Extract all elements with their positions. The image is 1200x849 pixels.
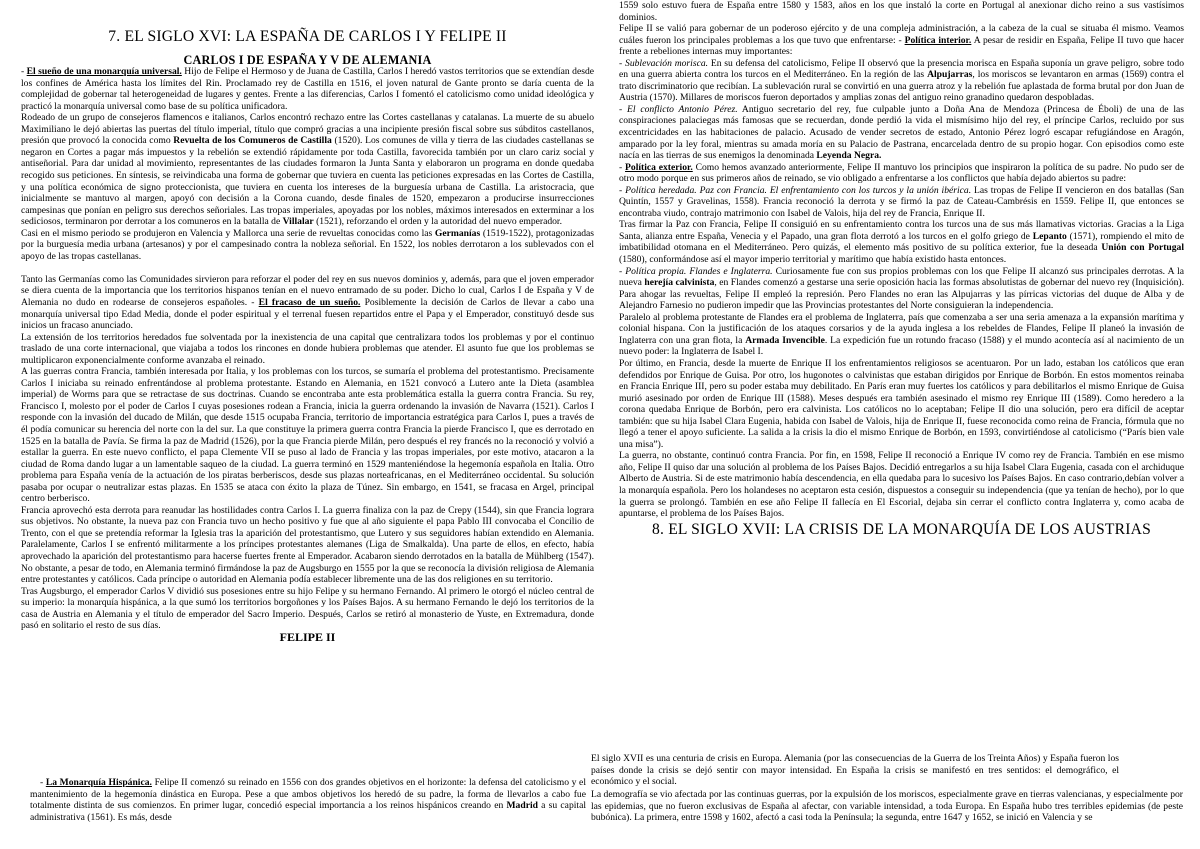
paragraph-germanias: Casi en el mismo periodo se produjeron en Valencia y Mallorca una serie de revueltas conocidas como las Germanías (1519-1522), protagonizadas por la burguesía media urbana (artesanos) y por el campesinado contra la nobleza señorial. En 1522, los nobles derrotaron a los sublevados con el apoyo de las tropas castellanas. [21, 227, 594, 262]
paragraph-france-religion: Por último, en Francia, desde la muerte de Enrique II los enfrentamientos religiosos se acentuaron. Por un lado, estaban los católicos que eran defendidos por Enrique de Guisa. Por otro, los hugonotes o calvinistas que estaban dirigidos por Enrique de Borbón. En estos momentos reinaba en Francia Enrique III, pero su poder estaba muy debilitado. En París eran muy fuertes los católicos y para debilitarlos el mismo Enrique de Guisa murió asesinado por orden de Enrique III (1588). Meses después era también asesinado el mismo rey Enrique III (1589). Como heredero a la corona quedaba Enrique de Borbón, pero era calvinista. Los católicos no lo aceptaban; Felipe II dio una solución, pero era difícil de aceptar también: que su hija Isabel Clara Eugenia, habida con Isabel de Valois, hija de Enrique II, fuese reconocida como reina de Francia, fórmula que no llegó a tener el apoyo suficiente. La salida a la crisis la dio el mismo Enrique de Borbón, en 1593, convirtiéndose al catolicismo (“París bien vale una misa”). [619, 357, 1184, 450]
felipe-ii-heading: FELIPE II [279, 629, 336, 644]
paragraph-division-possessions: Tras Augsburgo, el emperador Carlos V dividió sus posesiones entre su hijo Felipe y su hermano Fernando. Al primero le otorgó el núcleo central de su imperio: la monarquía hispánica, a la que sumó los territorios borgoñones y los Países Bajos. A su hermano Fernando le dejó los territorios de la casa de Austria en Alemania y el título de emperador del Sacro Imperio. Después, Carlos se retiró al monasterio de Yuste, en Extremadura, donde pasó en solitario el resto de sus días. [21, 585, 594, 632]
paragraph-lepanto: Tras firmar la Paz con Francia, Felipe II consiguió en su enfrentamiento contra los turcos una de sus más llamativas victorias. Gracias a la Liga Santa, alianza entre España, Venecia y el Papado, una gran flota derrotó a los turcos en el golfo griego de Lepanto (1571), rompiendo el mito de imbatibilidad otomana en el Mediterráneo. Pero quizás, el elemento más positivo de su política exterior, fue la deseada Unión con Portugal (1580), conformándose así el mayor imperio territorial y marítimo que había existido hasta entonces. [619, 219, 1184, 266]
paragraph-comuneros: Rodeado de un grupo de consejeros flamencos e italianos, Carlos encontró rechazo entre las Cortes castellanas y catalanas. La muerte de su abuelo Maximiliano le dejó abiertas las puertas del título imperial, título que compró gracias a una incipiente presión fiscal sobre sus súbditos castellanos, presión que provocó la conocida como Revuelta de los Comuneros de Castilla (1520). Los comunes de villa y tierra de las ciudades castellanas se negaron en Cortes a pagar más impuestos y la rebelión se extendió rápidamente por toda Castilla, favorecida también por un claro cariz social y antiseñorial. Para dar unidad al movimiento, representantes de las ciudades formaron la Junta Santa y elaboraron un programa en donde quedaba recogido sus peticiones. En síntesis, se reivindicaba una forma de gobernar que tuviera en cuenta las peticiones expresadas en las Cortes de Castilla, y una política económica de signo proteccionista, que tuviera en cuenta los intereses de la burguesía urbana de Castilla. La aristocracia, que inicialmente se mantuvo al margen, apoyó con decisión a la Corona cuando, desde finales de 1520, empezaron a producirse insurrecciones campesinas que ponían en peligro sus derechos señoriales. Las tropas imperiales, apoyadas por los nobles, máximos interesados en exterminar a los sediciosos, terminaron por derrotar a los comuneros en la batalla de Villalar (1521), reforzando el orden y la autoridad del nuevo emperador. [21, 112, 594, 228]
left-column [21, 0, 594, 643]
monarquia-hispanica-paragraph: - La Monarquía Hispánica. Felipe II comenzó su reinado en 1556 con dos grandes objetivos en el horizonte: la defensa del catolicismo y el mantenimiento de la hegemonía dinástica en Europa. Pese a que ambos objetivos los heredó de su padre, la forma de llevarlos a cabo fue totalmente distinta de sus comienzos. En primer lugar, concedió especial importancia a los reinos hispánicos creando en Madrid a su capital administrativa (1561). Es más, desde [30, 777, 586, 823]
paragraph-end-of-reign: La guerra, no obstante, continuó contra Francia. Por fin, en 1598, Felipe II reconoció a Enrique IV como rey de Francia. También en ese mismo año, Felipe II quiso dar una solución al problema de los Países Bajos. Decidió entregarlos a su hija Isabel Clara Eugenia, casada con el archiduque Alberto de Austria. Si de este matrimonio había descendencia, en ella quedaba para lo sucesivo los Países Bajos. En caso contrario,debían volver a la monarquía española. Pero los holandeses no aceptaron esta cesión, dispuestos a conseguir su independencia (que ya tenían de hecho), por lo que la guerra se prolongó. También en ese año Felipe II fallecía en El Escorial, dejaba sin cerrar el conflicto contra Inglaterra y, como acaba de apuntarse, el problema de los Países Bajos. [619, 450, 1184, 520]
paragraph-portugal-court: 1559 solo estuvo fuera de España entre 1580 y 1583, años en los que instaló la corte en Portugal al anexionar dicho reino a sus vastísimos dominios. [619, 0, 1184, 23]
demography-paragraph: La demografía se vio afectada por las continuas guerras, por la expulsión de los moriscos, especialmente grave en tierras valencianas, y especialmente por las epidemias, que no fueron exclusivas de España al afectar, con variable intensidad, a toda Europa. En España hubo tres terribles epidemias (de peste bubónica). La primera, entre 1598 y 1602, afectó a casi toda la Península; la segunda, entre 1647 y 1652, se inició en Valencia y se [591, 789, 1183, 824]
paragraph-crepy-augsburg: Francia aprovechó esta derrota para reanudar las hostilidades contra Carlos I. La guerra finaliza con la paz de Crepy (1544), sin que Francia lograra sus objetivos. No obstante, la nueva paz con Francia tuvo un hecho positivo y fue que al año siguiente el papa Pablo III convocaba el Concilio de Trento, con el que se pretendía reformar la Iglesia tras la aparición del protestantismo, que Lutero y sus seguidores habían extendido en Alemania. Paralelamente, Carlos I se enfrentó militarmente a los príncipes protestantes alemanes (Liga de Smalkalda). Una parte de ellos, en efecto, había aprovechado la aparición del protestantismo para hacerse fuertes frente al Emperador. Acabaron siendo derrotados en la batalla de Mühlberg (1547). No obstante, a pesar de todo, en Alemania terminó firmándose la paz de Augsburgo en 1555 por la que se reconocía la división religiosa de Alemania entre protestantes y católicos. Cada príncipe o autoridad en Alemania podía establecer libremente una de las dos religiones en su territorio. [21, 504, 594, 586]
paragraph-antonio-perez: - El conflicto Antonio Pérez. Antiguo secretario del rey, fue culpable junto a Doña Ana de Mendoza (Princesa de Éboli) de una de las conspiraciones palaciegas más famosas que se recuerdan, donde perdió la vida el mismísimo hijo del rey, el príncipe Carlos, recluido por sus excentricidades en las habitaciones de palacio. Acusado de vender secretos de estado, Antonio Pérez logró escapar refugiándose en Aragón, amparado por la ley foral, mientras su amada moría en su Palacio de Pastrana, encarcelada dentro de su propio hogar. Con episodios como este nacía en las tierras de sus enemigos la denominada Leyenda Negra. [619, 103, 1185, 162]
paragraph-morisco-uprising: - Sublevación morisca. En su defensa del catolicismo, Felipe II observó que la presencia morisca en España suponía un grave peligro, sobre todo en una guerra abierta contra los turcos en el Mediterráneo. En la región de las Alpujarras, los moriscos se levantaron en armas (1569) contra el trato discriminatorio que recibían. La sublevación rural se convirtió en una guerra atroz y la rebelión fue aplastada de forma brutal por don Juan de Austria (1570). Millares de moriscos fueron deportados y amplias zonas del antiguo reino granadino quedaron despobladas. [619, 57, 1185, 104]
chapter-8-title: 8. EL SIGLO XVII: LA CRISIS DE LA MONARQUÍA DE LOS AUSTRIAS [652, 520, 1151, 538]
paragraph-interior-policy: Felipe II se valió para gobernar de un poderoso ejército y de una compleja administración, a la cabeza de la cual se situaba él mismo. Veamos cuáles fueron los principales problemas a los que tuvo que enfrentarse: - Política interior. A pesar de residir en España, Felipe II tuvo que hacer frente a rebeliones internas muy importantes: [619, 23, 1184, 58]
paragraph-foreign-policy: - Política exterior. Como hemos avanzado anteriormente, Felipe II mantuvo los principios que inspiraron la política de su padre. No pudo ser de otro modo porque en sus primeros años de reinado, se vio obligado a enfrentarse a los conflictos que había dejado abiertos su padre: [619, 161, 1185, 185]
paragraph-dream-universal-monarchy: - El sueño de una monarquía universal. Hijo de Felipe el Hermoso y de Juana de Castilla, Carlos I heredó vastos territorios que se extendían desde los confines de América hasta los límites del Rin. Proclamado rey de Castilla en 1516, el joven natural de Gante pronto se daría cuenta de la complejidad de gobernar tal heterogeneidad de lugares y gentes. Frente a las diferencias, Carlos I fomentó el catolicismo como unidad ideológica y practicó la monarquía universal como base de su política unificadora. [21, 66, 595, 112]
paragraph-failed-dream: Tanto las Germanías como las Comunidades sirvieron para reforzar el poder del rey en sus nuevos dominios y, además, para que el joven emperador se diera cuenta de la importancia que los territorios hispanos tenían en el nuevo entramado de su poder. Dicho lo cual, Carlos I de España y V de Alemania no dudo en rodearse de consejeros españoles. - El fracaso de un sueño. Posiblemente la decisión de Carlos de llevar a cabo una monarquía universal tipo Edad Media, donde el poder espiritual y el terrenal fuesen repartidos entre el Papa y el Emperador, constituyó desde sus inicios un fracaso anunciado. [21, 273, 594, 332]
carlos-i-heading: CARLOS I DE ESPAÑA Y V DE ALEMANIA [183, 52, 432, 67]
paragraph-flanders: - Política propia. Flandes e Inglaterra. Curiosamente fue con sus propios problemas con los que Felipe II alcanzó sus principales derrotas. A la nueva herejía calvinista, en Flandes comenzó a gestarse una serie oposición hacia las formas absolutistas de gobernar del nuevo rey (Inquisición). Para ahogar las revueltas, Felipe II empleó la represión. Pero Flandes no eran las Alpujarras y las pírricas victorias del duque de Alba y de Alejandro Farnesio no pudieron impedir que las Provincias protestantes del Norte consiguieran la independencia. [619, 265, 1185, 312]
paragraph-england: Paralelo al problema protestante de Flandes era el problema de Inglaterra, país que comenzaba a ser una seria amenaza a la expansión marítima y colonial hispana. Con la justificación de los ataques corsarios y de la ayuda inglesa a los rebeldes de Flandes, Felipe II planeó la invasión de Inglaterra con una gran flota, la Armada Invencible. La expedición fue un rotundo fracaso (1588) y el mundo acontecía así al nacimiento de un nuevo poder: la Inglaterra de Isabel I. [619, 311, 1184, 358]
right-column [619, 0, 1184, 543]
siglo-xvii-intro-paragraph: El siglo XVII es una centuria de crisis en Europa. Alemania (por las consecuencias de la Guerra de los Treinta Años) y España fueron los países donde la crisis se dejó sentir con mayor intensidad. En España la crisis se manifestó en tres sentidos: el demográfico, el económico y el social. [591, 753, 1119, 788]
paragraph-territories: La extensión de los territorios heredados fue solventada por la inexistencia de una capital que centralizara todos los problemas y por el continuo traslado de una corte internacional, que viajaba a todos los rincones en donde hubiera problemas que atender. El asunto fue que los problemas se multiplicaron exponencialmente conforme avanzaba el reinado. [21, 331, 594, 366]
chapter-7-title: 7. EL SIGLO XVI: LA ESPAÑA DE CARLOS I Y FELIPE II [108, 28, 507, 45]
paragraph-inherited-policy: - Política heredada. Paz con Francia. El enfrentamiento con los turcos y la unión ibérica. Las tropas de Felipe II vencieron en dos batallas (San Quintín, 1557 y Gravelinas, 1558). Francia reconoció la derrota y se firmó la paz de Cateau-Cambrésis en 1559. Felipe II, que entonces se encontraba viudo, contrajo matrimonio con Isabel de Valois, hija del rey de Francia, Enrique II. [619, 184, 1184, 219]
paragraph-wars-france: A las guerras contra Francia, también interesada por Italia, y los problemas con los turcos, se sumaría el problema del protestantismo. Precisamente Carlos I iniciaba su reinado enfrentándose al problema protestante. Estando en Alemania, en 1521 convocó a Lutero ante la Dieta (asamblea imperial) de Worms para que se retractase de sus doctrinas. Cuando se encontraba ante esta problemática estalla la guerra contra Francia. Su rey, Francisco I, molesto por el poder de Carlos I cuyas posesiones rodean a Francia, inicia la guerra ordenando la invasión de Navarra (1521). Carlos I responde con la invasión del ducado de Milán, que desde 1515 ocupaba Francia, territorio de importancia estratégica para Carlos I, pues a través de él podía comunicar su herencia del norte con la del sur. La que constituye la primera guerra contra Francia la pierde Francisco I, que es derrotado en 1525 en la batalla de Pavía. Se firma la paz de Madrid (1526), por la que Francia pierde Milán, pero después el rey francés no la reconoció y volvió a estallar la guerra. En este nuevo conflicto, el papa Clemente VII se puso al lado de Francia y las tropas imperiales, por este motivo, atacaron a la ciudad de Roma dando lugar a un lamentable saqueo de la ciudad. La guerra terminó en 1529 manteniéndose la hegemonía española en Italia. Otro problema para España venía de la actuación de los piratas berberiscos, desde sus plazas norteafricanas, en el Mediterráneo occidental. Su solución pasaba por ocupar o neutralizar estas plazas. En 1535 se ataca con éxito la plaza de Túnez. Sin embargo, en 1541, se fracasa en Argel, principal centro berberisco. [21, 366, 594, 505]
